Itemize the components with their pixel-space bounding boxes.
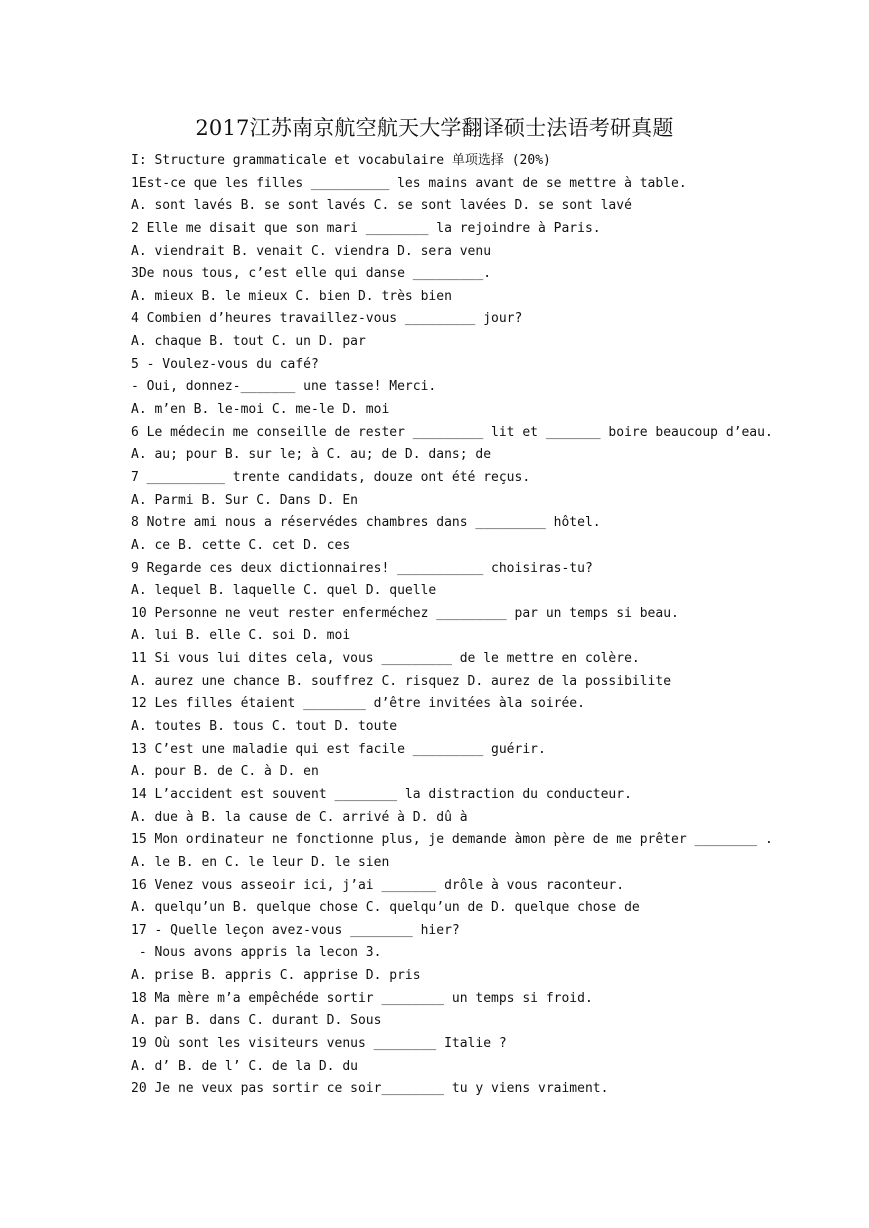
question-line: 17 - Quelle leçon avez-vous ________ hier? bbox=[131, 922, 460, 938]
answer-options: A. aurez une chance B. souffrez C. risquez D. aurez de la possibilite bbox=[131, 673, 672, 689]
question-line: - Oui, donnez-_______ une tasse! Merci. bbox=[131, 379, 437, 395]
question-line: - Nous avons appris la lecon 3. bbox=[131, 945, 382, 961]
answer-options: A. par B. dans C. durant D. Sous bbox=[131, 1013, 382, 1029]
answer-options: A. le B. en C. le leur D. le sien bbox=[131, 854, 390, 870]
answer-options: A. lequel B. laquelle C. quel D. quelle bbox=[131, 583, 437, 599]
answer-options: A. mieux B. le mieux C. bien D. très bien bbox=[131, 288, 452, 304]
answer-options: A. prise B. appris C. apprise D. pris bbox=[131, 968, 421, 984]
question-line: 2 Elle me disait que son mari ________ la rejoindre à Paris. bbox=[131, 220, 601, 236]
question-line: 1Est-ce que les filles __________ les mains avant de se mettre à table. bbox=[131, 175, 687, 191]
question-line: 18 Ma mère m’a empêchéde sortir ________ un temps si froid. bbox=[131, 990, 593, 1006]
answer-options: A. lui B. elle C. soi D. moi bbox=[131, 628, 351, 644]
question-line: 15 Mon ordinateur ne fonctionne plus, je demande àmon père de me prêter ________ . bbox=[131, 832, 773, 848]
question-line: 13 C’est une maladie qui est facile _________ guérir. bbox=[131, 741, 546, 757]
answer-options: A. d’ B. de l’ C. de la D. du bbox=[131, 1058, 358, 1074]
question-line: 6 Le médecin me conseille de rester _________ lit et _______ boire beaucoup d’eau. bbox=[131, 424, 773, 440]
answer-options: A. ce B. cette C. cet D. ces bbox=[131, 537, 351, 553]
answer-options: A. sont lavés B. se sont lavés C. se sont lavées D. se sont lavé bbox=[131, 198, 632, 214]
answer-options: A. viendrait B. venait C. viendra D. sera venu bbox=[131, 243, 492, 259]
question-line: 10 Personne ne veut rester enferméchez _________ par un temps si beau. bbox=[131, 605, 679, 621]
answer-options: A. toutes B. tous C. tout D. toute bbox=[131, 719, 398, 735]
question-line: 14 L’accident est souvent ________ la distraction du conducteur. bbox=[131, 786, 632, 802]
question-line: 12 Les filles étaient ________ d’être invitées àla soirée. bbox=[131, 696, 585, 712]
question-line: 11 Si vous lui dites cela, vous _________ de le mettre en colère. bbox=[131, 651, 640, 667]
question-line: 16 Venez vous asseoir ici, j’ai _______ drôle à vous raconteur. bbox=[131, 877, 625, 893]
answer-options: A. quelqu’un B. quelque chose C. quelqu’un de D. quelque chose de bbox=[131, 900, 640, 916]
page-title: 2017江苏南京航空航天大学翻译硕士法语考研真题 bbox=[195, 116, 674, 140]
answer-options: A. Parmi B. Sur C. Dans D. En bbox=[131, 492, 358, 508]
question-list bbox=[131, 150, 773, 1101]
answer-options: A. pour B. de C. à D. en bbox=[131, 764, 319, 780]
question-line: 5 - Voulez-vous du café? bbox=[131, 356, 319, 372]
question-line: 7 __________ trente candidats, douze ont été reçus. bbox=[131, 469, 531, 485]
question-line: 19 Où sont les visiteurs venus ________ Italie ? bbox=[131, 1035, 507, 1051]
answer-options: A. due à B. la cause de C. arrivé à D. dû à bbox=[131, 809, 468, 825]
question-line: 9 Regarde ces deux dictionnaires! ___________ choisiras-tu? bbox=[131, 560, 593, 576]
question-line: 8 Notre ami nous a réservédes chambres dans _________ hôtel. bbox=[131, 515, 601, 531]
answer-options: A. chaque B. tout C. un D. par bbox=[131, 334, 366, 350]
question-line: 20 Je ne veux pas sortir ce soir________ tu y viens vraiment. bbox=[131, 1081, 609, 1097]
answer-options: A. m’en B. le-moi C. me-le D. moi bbox=[131, 402, 390, 418]
question-line: 4 Combien d’heures travaillez-vous _________ jour? bbox=[131, 311, 523, 327]
section-heading: I: Structure grammaticale et vocabulaire 单项选择 (20%) bbox=[131, 153, 551, 168]
question-line: 3De nous tous, c’est elle qui danse _________. bbox=[131, 266, 492, 282]
answer-options: A. au; pour B. sur le; à C. au; de D. dans; de bbox=[131, 447, 492, 463]
